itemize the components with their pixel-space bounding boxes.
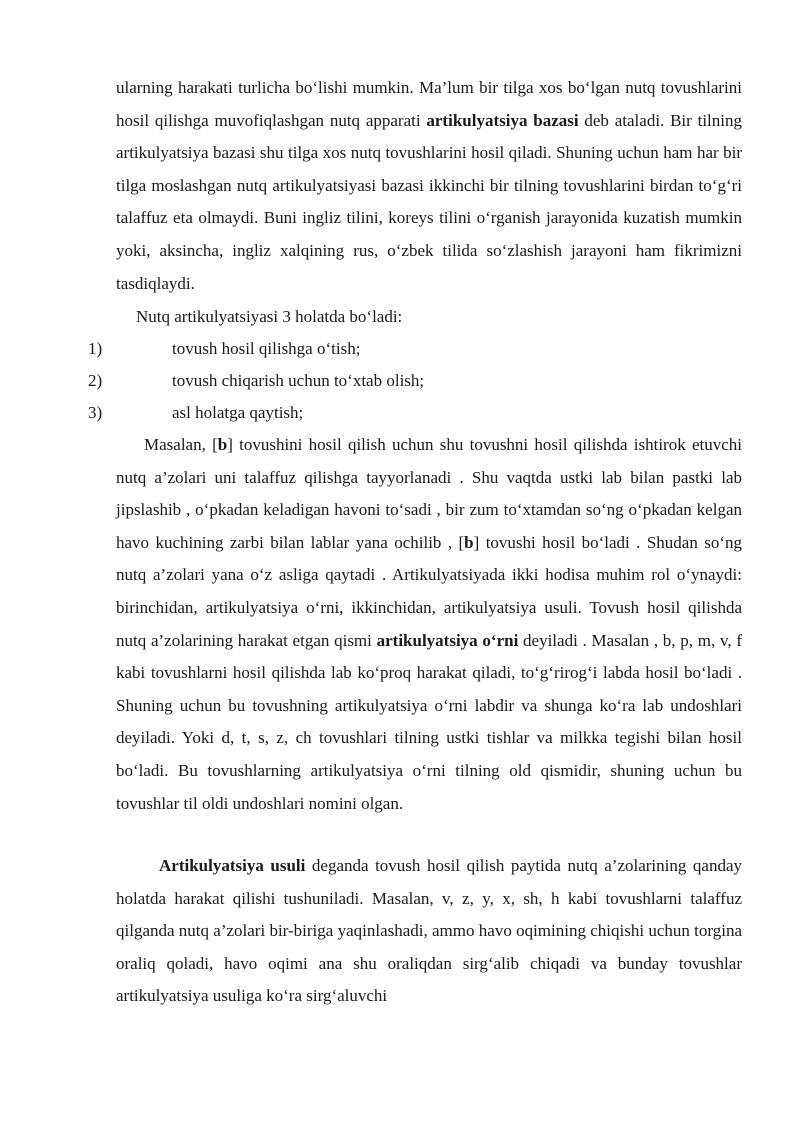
paragraph-b-sound-example xyxy=(116,429,742,820)
para2-text-1: Masalan, [ xyxy=(144,435,218,454)
para2-text-4: deyiladi . Masalan , b, p, m, v, f kabi tovushlarni hosil qilishda lab ko‘proq harakat qiladi, to‘g‘rirog‘i labda hosil bo‘ladi . Shuning uchun bu tovushning artikulyatsiya o‘rni labdir va shunga ko‘ra lab undoshlari deyiladi. Yoki d, t, s, z, ch tovushlari tilning ustki tishlar va milkka tegishi bilan hosil bo‘ladi. Bu tovushlarning artikulyatsiya o‘rni tilning old qismidir, shuning uchun bu tovushlar til oldi undoshlari nomini olgan. xyxy=(116,630,742,813)
list-item-number: 3) xyxy=(88,403,103,422)
list-item-number: 1) xyxy=(88,339,103,358)
list-item-number: 2) xyxy=(88,371,103,390)
para1-text-1: ularning harakati turlicha bo‘lishi mumkin. Ma’lum bir tilga xos bo‘lgan nutq tovushlarini hosil qilishga muvofiqlashgan nutq apparati xyxy=(116,78,742,130)
paragraph-articulation-base xyxy=(116,72,742,300)
para3-text-1: deganda tovush hosil qilish paytida nutq a’zolarining qanday holatda harakat qilishi tushuniladi. Masalan, v, z, y, x, sh, h kabi tovushlarni talaffuz qilganda nutq a’zolari bir-biriga yaqinlashadi, ammo havo oqimining chiqishi uchun torgina oraliq qoladi, havo oqimi ana shu oraliqdan sirg‘alib chiqadi va bunday tovushlar artikulyatsiya usuliga ko‘ra sirg‘aluvchi xyxy=(116,856,742,1006)
paragraph-articulation-method xyxy=(116,850,742,1013)
list-item-text: asl holatga qaytish; xyxy=(172,403,304,422)
term-articulation-method: Artikulyatsiya usuli xyxy=(159,856,306,875)
list-item-text: tovush chiqarish uchun to‘xtab olish; xyxy=(172,371,425,390)
list-item-text: tovush hosil qilishga o‘tish; xyxy=(172,339,361,358)
intro-line: Nutq artikulyatsiyasi 3 holatda bo‘ladi: xyxy=(136,307,403,326)
para2-text-2: ] tovushini hosil qilish uchun shu tovushni hosil qilishda ishtirok etuvchi nutq a’zolari uni talaffuz qilishga tayyorlanadi . Shu vaqtda ustki lab bilan pastki lab jipslashib , o‘pkadan keladigan havoni to‘sadi , bir zum to‘xtamdan so‘ng o‘pkadan kelgan havo kuchining zarbi bilan lablar yana ochilib , [ xyxy=(116,435,742,552)
term-articulation-place: artikulyatsiya o‘rni xyxy=(376,630,519,650)
term-articulation-base: artikulyatsiya bazasi xyxy=(426,110,579,130)
bold-letter-b: b xyxy=(464,532,474,552)
para1-text-2: deb ataladi. Bir tilning artikulyatsiya bazasi shu tilga xos nutq tovushlarini hosil qiladi. Shuning uchun ham har bir tilga moslashgan nutq artikulyatsiyasi bazasi ikkinchi bir tilning tovushlarini birdan to‘g‘ri talaffuz eta olmaydi. Buni ingliz tilini, koreys tilini o‘rganish jarayonida kuzatish mumkin yoki, aksincha, ingliz xalqining rus, o‘zbek tilida so‘zlashish jarayoni ham fikrimizni tasdiqlaydi. xyxy=(116,110,742,293)
para2-text-3: ] tovushi hosil bo‘ladi . Shudan so‘ng nutq a’zolari yana o‘z asliga qaytadi . Artikulyatsiyada ikki hodisa muhim rol o‘ynaydi: birinchidan, artikulyatsiya o‘rni, ikkinchidan, artikulyatsiya usuli. Tovush hosil qilishda nutq a’zolarining harakat etgan qismi xyxy=(116,532,743,650)
bold-letter-b: b xyxy=(217,435,228,454)
